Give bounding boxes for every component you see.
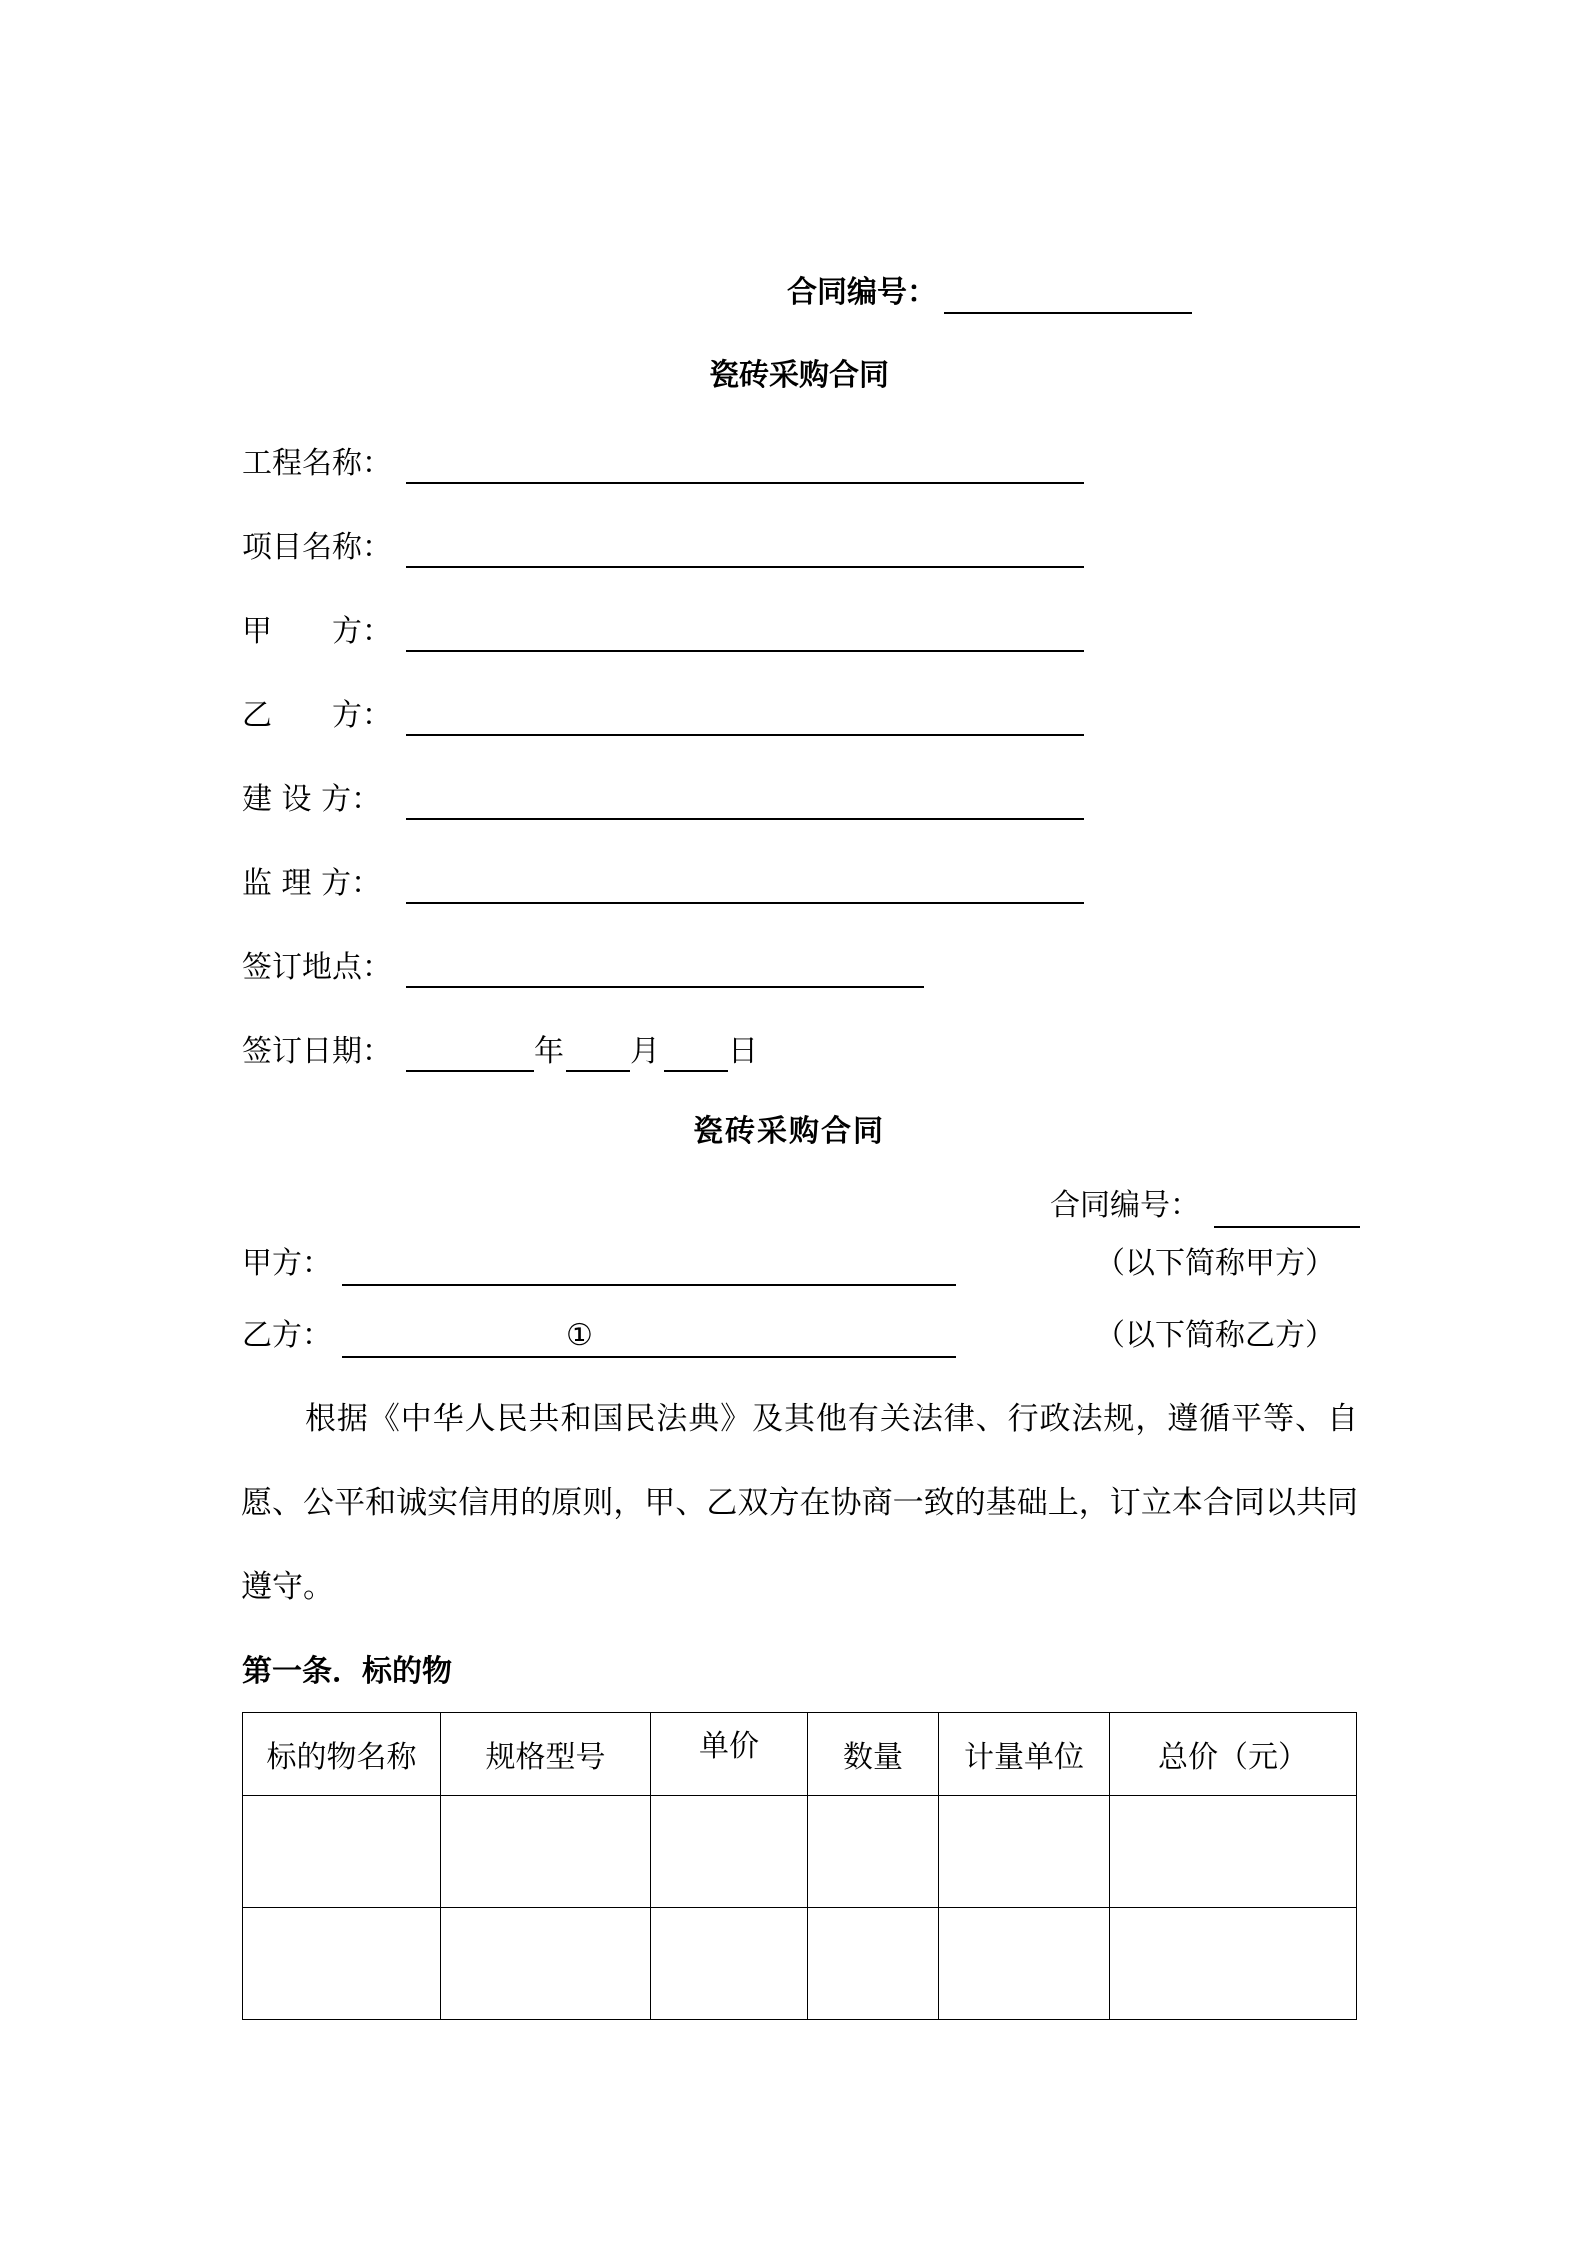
- table-cell[interactable]: [1110, 1908, 1357, 2020]
- table-cell[interactable]: [243, 1908, 441, 2020]
- project-name-label: 工程名称：: [242, 446, 392, 481]
- month-label: 月: [630, 1034, 660, 1069]
- body-party-b-field[interactable]: [342, 1356, 956, 1358]
- table-cell[interactable]: [651, 1908, 808, 2020]
- contract-title: 瓷砖采购合同: [693, 1114, 885, 1149]
- col-header-spec: 规格型号: [441, 1713, 651, 1796]
- signing-place-field[interactable]: [406, 986, 924, 988]
- body-party-a-field[interactable]: [342, 1284, 956, 1286]
- table-row: [243, 1796, 1357, 1908]
- builder-label: 建 设 方：: [242, 782, 382, 817]
- table-cell[interactable]: [243, 1796, 441, 1908]
- supervisor-label: 监 理 方：: [242, 866, 382, 901]
- body-party-a-label: 甲方：: [242, 1246, 332, 1281]
- body-party-b-label: 乙方：: [242, 1318, 332, 1353]
- party-b-field[interactable]: [406, 734, 1084, 736]
- item-name-field[interactable]: [406, 566, 1084, 568]
- contract-number-label: 合同编号：: [787, 275, 937, 310]
- col-header-unit: 计量单位: [939, 1713, 1110, 1796]
- signing-place-label: 签订地点：: [242, 950, 392, 985]
- signing-month-field[interactable]: [566, 1070, 630, 1072]
- cover-title: 瓷砖采购合同: [709, 358, 889, 393]
- day-label: 日: [728, 1034, 758, 1069]
- project-name-field[interactable]: [406, 482, 1084, 484]
- signing-date-label: 签订日期：: [242, 1034, 392, 1069]
- table-header-row: [243, 1713, 1357, 1796]
- contract-number-field[interactable]: [944, 312, 1192, 314]
- table-cell[interactable]: [441, 1796, 651, 1908]
- body-contract-number-label: 合同编号：: [1050, 1188, 1200, 1223]
- item-name-label: 项目名称：: [242, 530, 392, 565]
- table-cell[interactable]: [808, 1796, 939, 1908]
- subject-matter-table: [242, 1712, 1357, 2020]
- table-cell[interactable]: [808, 1908, 939, 2020]
- table-cell[interactable]: [939, 1908, 1110, 2020]
- table-cell[interactable]: [441, 1908, 651, 2020]
- table-cell[interactable]: [939, 1796, 1110, 1908]
- col-header-quantity: 数量: [808, 1713, 939, 1796]
- party-b-note: （以下简称乙方）: [1095, 1318, 1335, 1353]
- table-cell[interactable]: [651, 1796, 808, 1908]
- col-header-unit-price: 单价: [651, 1713, 808, 1796]
- signing-year-field[interactable]: [406, 1070, 534, 1072]
- party-b-label: 乙 方：: [242, 698, 392, 733]
- article-1-title: 第一条．标的物: [242, 1654, 452, 1689]
- year-label: 年: [534, 1034, 564, 1069]
- supervisor-field[interactable]: [406, 902, 1084, 904]
- party-a-field[interactable]: [406, 650, 1084, 652]
- col-header-total: 总价（元）: [1110, 1713, 1357, 1796]
- party-b-mark: ①: [566, 1318, 593, 1353]
- body-contract-number-field[interactable]: [1214, 1226, 1360, 1228]
- party-a-label: 甲 方：: [242, 614, 392, 649]
- preamble-paragraph: 根据《中华人民共和国民法典》及其他有关法律、行政法规，遵循平等、自愿、公平和诚实信用的原则，甲、乙双方在协商一致的基础上，订立本合同以共同遵守。: [241, 1401, 1358, 1605]
- party-a-note: （以下简称甲方）: [1095, 1246, 1335, 1281]
- builder-field[interactable]: [406, 818, 1084, 820]
- table-row: [243, 1908, 1357, 2020]
- table-cell[interactable]: [1110, 1796, 1357, 1908]
- signing-day-field[interactable]: [664, 1070, 728, 1072]
- col-header-name: 标的物名称: [243, 1713, 441, 1796]
